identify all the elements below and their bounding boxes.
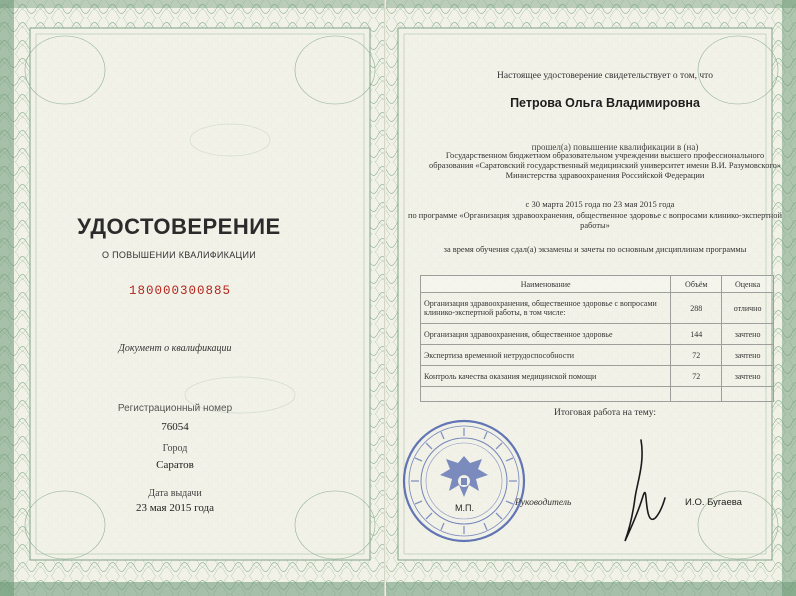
table-row — [421, 345, 774, 366]
exam-text: за время обучения сдал(а) экзамены и зачеты по основным дисциплинам программы — [443, 245, 747, 254]
discipline-grade: отлично — [722, 293, 774, 324]
registration-number: 76054 — [161, 421, 189, 433]
table-header-row — [421, 276, 774, 293]
issue-date: 23 мая 2015 года — [136, 502, 214, 514]
discipline-volume: 72 — [671, 366, 722, 387]
discipline-grade — [722, 387, 774, 402]
discipline-name: Организация здравоохранения, общественное здоровье — [421, 324, 671, 345]
left-page — [0, 0, 385, 596]
city-label: Город — [162, 443, 188, 454]
header-volume: Объём — [671, 276, 722, 293]
issue-date-label: Дата выдачи — [148, 488, 202, 499]
header-name: Наименование — [421, 276, 671, 293]
discipline-grade: зачтено — [722, 324, 774, 345]
discipline-name: Организация здравоохранения, общественное здоровье с вопросами клинико-экспертной работы, в том числе: — [421, 293, 671, 324]
handwritten-signature-icon — [615, 438, 675, 543]
head-label: Руководитель — [515, 498, 572, 508]
organization-text: Государственном бюджетном образовательном учреждении высшего профессионального образования «Саратовский государственный медицинский университет имени В.И. Разумовского» Министерства здравоохранения Российской Федерации — [429, 151, 781, 180]
passed-label: прошел(а) повышение квалификации в (на) — [531, 142, 699, 152]
disciplines-table — [420, 275, 774, 402]
intro-text: Настоящее удостоверение свидетельствует о том, что — [497, 71, 713, 81]
discipline-volume: 144 — [671, 324, 722, 345]
table-row — [421, 324, 774, 345]
header-grade: Оценка — [722, 276, 774, 293]
document-type: Документ о квалификации — [118, 343, 232, 354]
discipline-volume — [671, 387, 722, 402]
final-work-label: Итоговая работа на тему: — [554, 408, 656, 418]
program-text: по программе «Организация здравоохранения, общественное здоровье с вопросами клинико-экспертной работы» — [408, 211, 782, 231]
stamp-label: М.П. — [455, 503, 474, 513]
discipline-grade: зачтено — [722, 366, 774, 387]
discipline-volume: 288 — [671, 293, 722, 324]
signer-name: И.О. Бугаева — [685, 497, 742, 508]
table-row-empty — [421, 387, 774, 402]
certificate-subtitle: О ПОВЫШЕНИИ КВАЛИФИКАЦИИ — [101, 250, 256, 260]
table-row — [421, 293, 774, 324]
registration-label: Регистрационный номер — [117, 403, 233, 414]
discipline-grade: зачтено — [722, 345, 774, 366]
discipline-name — [421, 387, 671, 402]
right-page — [385, 0, 796, 596]
city-value: Саратов — [156, 459, 194, 471]
discipline-name: Контроль качества оказания медицинской помощи — [421, 366, 671, 387]
holder-name: Петрова Ольга Владимировна — [510, 96, 700, 110]
discipline-volume: 72 — [671, 345, 722, 366]
certificate-title: УДОСТОВЕРЕНИЕ — [77, 214, 281, 239]
study-period: с 30 марта 2015 года по 23 мая 2015 года — [525, 199, 675, 209]
table-row — [421, 366, 774, 387]
serial-number: 180000300885 — [128, 284, 231, 298]
discipline-name: Экспертиза временной нетрудоспособности — [421, 345, 671, 366]
round-official-seal-icon — [401, 418, 527, 544]
